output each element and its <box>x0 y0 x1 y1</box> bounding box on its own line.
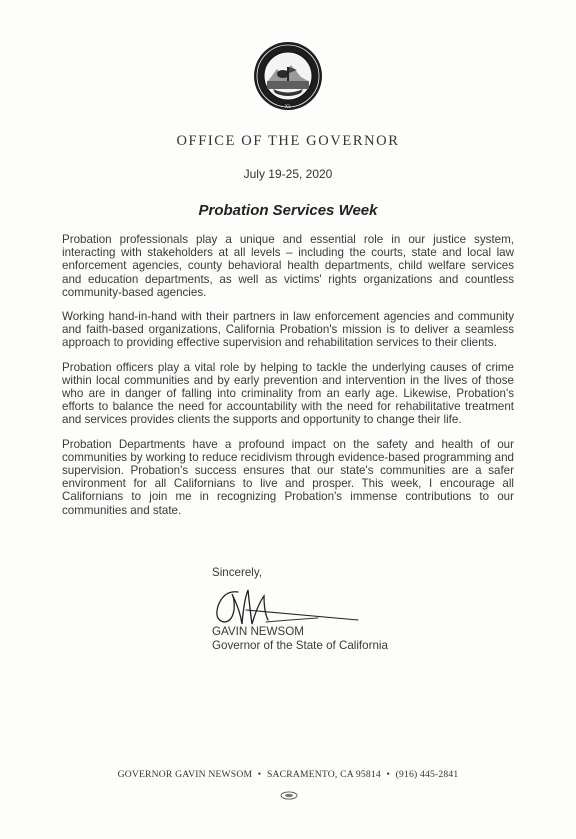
closing-salutation: Sincerely, <box>212 566 263 579</box>
paragraph: Probation Departments have a profound impact on the safety and health of our communities by working to reduce recidivism through evidence-based programming and supervision. Probation's success ensures that our state's communities are a safer environment for all Californians to live and prosper. This week, I encourage all Californians to join me in recognizing Probation's immense contributions to our communities and state. <box>62 437 514 517</box>
footer-separator: • <box>386 769 391 780</box>
signer-block <box>212 625 388 653</box>
signer-title: Governor of the State of California <box>212 639 388 652</box>
footer-separator: • <box>257 769 262 780</box>
footer-emblem-icon <box>280 791 298 800</box>
paragraph: Probation professionals play a unique and essential role in our justice system, interacting with stakeholders at all levels – including the courts, state and local law enforcement agencies, county behavioral health departments, child welfare services and education departments, as well as victims' rights organizations and countless community-based agencies. <box>62 233 514 299</box>
letter-body <box>62 233 514 528</box>
paragraph: Probation officers play a vital role by helping to tackle the underlying causes of crime within local communities and by early prevention and intervention in the lives of those who are in danger of falling into criminality from an early age. Likewise, Probation's efforts to balance the need for accountability with the need for rehabilitative treatment and services provides clients the supports and opportunity to change their life. <box>62 360 514 427</box>
proclamation-title: Probation Services Week <box>198 202 378 219</box>
signer-name: GAVIN NEWSOM <box>212 625 304 638</box>
footer-city: SACRAMENTO, CA 95814 <box>266 769 381 780</box>
svg-text:XL: XL <box>284 105 292 110</box>
paragraph: Working hand-in-hand with their partners in law enforcement agencies and community and faith-based organizations, California Probation's mission is to deliver a seamless approach to providing effective supervision and rehabilitation services to their clients. <box>62 310 514 350</box>
footer-name: GOVERNOR GAVIN NEWSOM <box>117 769 253 780</box>
state-seal-icon <box>253 41 323 111</box>
footer-phone: (916) 445-2841 <box>395 769 459 780</box>
office-heading: OFFICE OF THE GOVERNOR <box>176 133 400 149</box>
letterhead-footer <box>0 769 576 780</box>
date-line: July 19-25, 2020 <box>243 167 333 181</box>
